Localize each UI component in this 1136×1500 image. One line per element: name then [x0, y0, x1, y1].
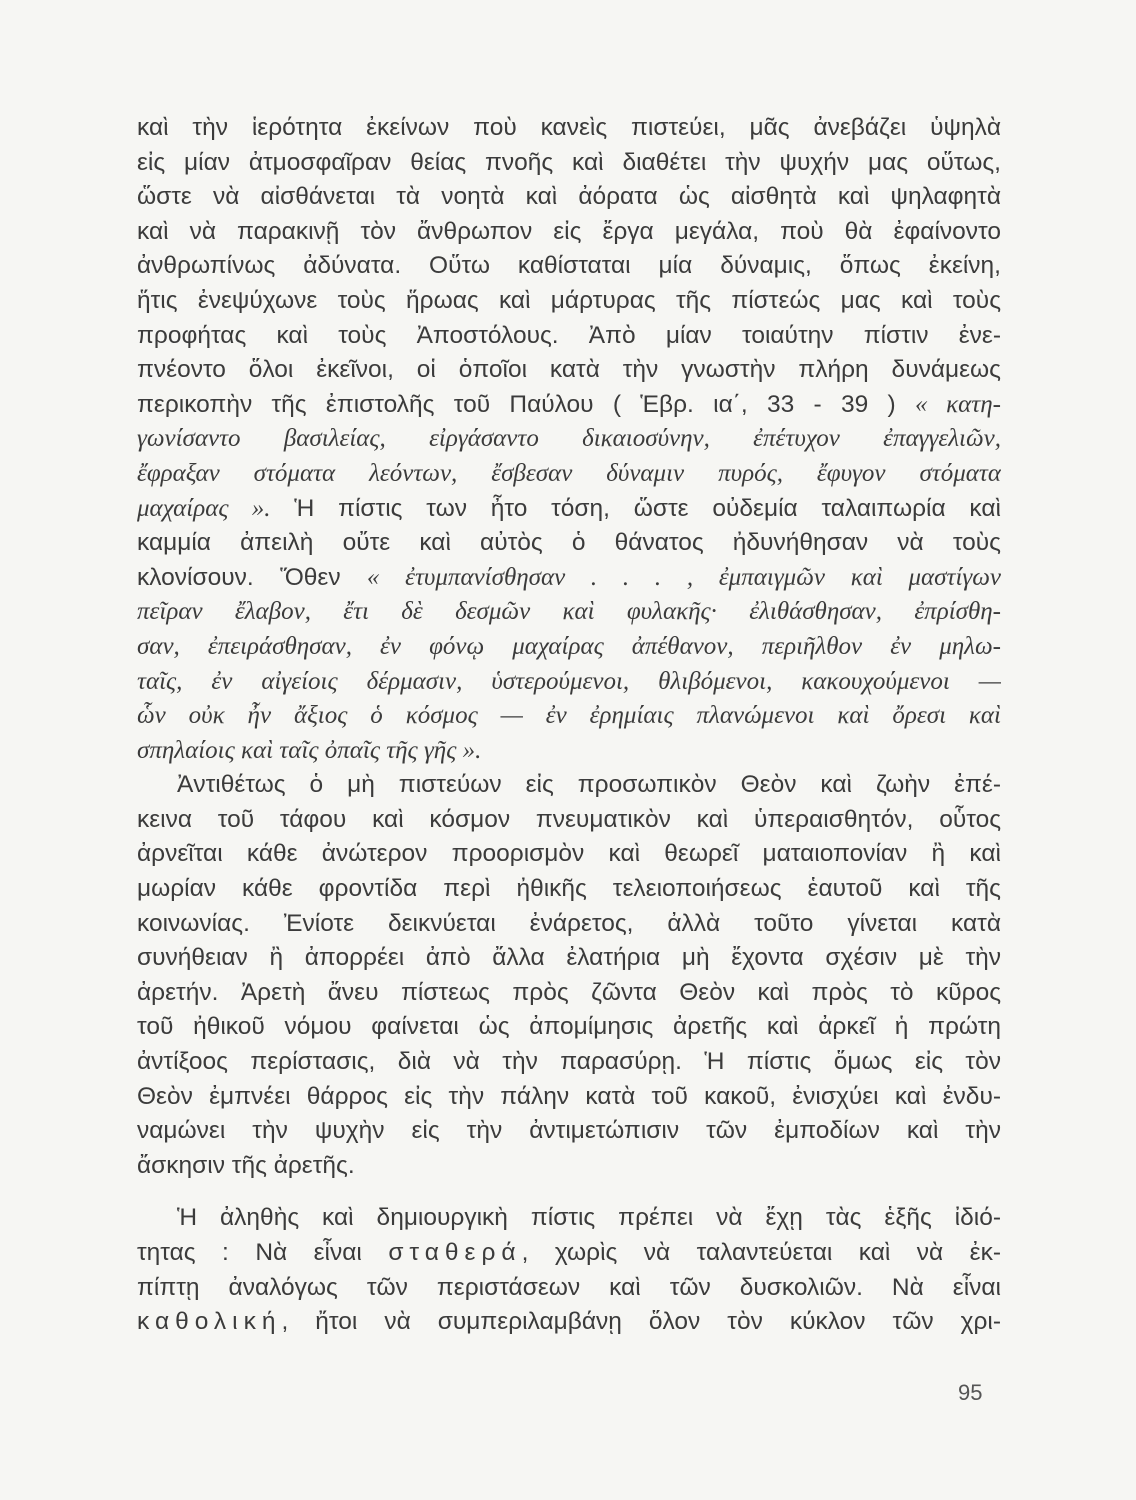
text-line: [137, 734, 1001, 769]
text-segment: ἄσκησιν τῆς ἀρετῆς.: [137, 1151, 355, 1179]
text-segment: Ἡ ἀληθὴς καὶ δημιουργικὴ πίστις πρέπει νὰ ἔχῃ τὰς ἑξῆς ἰδιό-: [177, 1204, 1001, 1232]
text-line: [137, 1080, 1001, 1115]
text-line: [137, 803, 1001, 838]
text-line: [137, 457, 1001, 492]
italic-quote-segment: σαν, ἐπειράσθησαν, ἐν φόνῳ μαχαίρας ἀπέθανον, περιῆλθον ἐν μηλω-: [137, 632, 1001, 660]
text-line: [137, 111, 1001, 146]
page-body-text: [137, 111, 1001, 1340]
text-segment: καὶ νὰ παρακινῇ τὸν ἄνθρωπον εἰς ἔργα μεγάλα, ποὺ θὰ ἐφαίνοντο: [137, 217, 1001, 245]
text-line: [137, 561, 1001, 596]
text-segment: προφήτας καὶ τοὺς Ἀποστόλους. Ἀπὸ μίαν τοιαύτην πίστιν ἐνε-: [137, 321, 1001, 349]
text-segment: κεινα τοῦ τάφου καὶ κόσμον πνευματικὸν καὶ ὑπεραισθητόν, οὗτος: [137, 805, 1001, 833]
text-line: [137, 1236, 1001, 1271]
text-line: [137, 422, 1001, 457]
text-line: [137, 492, 1001, 527]
text-line: [137, 1305, 1001, 1340]
text-line: [137, 630, 1001, 665]
italic-quote-segment: γωνίσαντο βασιλείας, εἰργάσαντο δικαιοσύνην, ἐπέτυχον ἐπαγγελιῶν,: [137, 425, 1001, 453]
text-line: [137, 1045, 1001, 1080]
text-line: [137, 319, 1001, 354]
text-segment: , ἤτοι νὰ συμπεριλαμβάνῃ ὅλον τὸν κύκλον τῶν χρι-: [281, 1308, 1001, 1336]
text-segment: κοινωνίας. Ἐνίοτε δεικνύεται ἐνάρετος, ἀλλὰ τοῦτο γίνεται κατὰ: [137, 909, 1001, 937]
text-segment: Θεὸν ἐμπνέει θάρρος εἰς τὴν πάλην κατὰ τοῦ κακοῦ, ἐνισχύει καὶ ἐνδυ-: [137, 1082, 1001, 1110]
italic-quote-segment: ταῖς, ἐν αἰγείοις δέρμασιν, ὑστερούμενοι, θλιβόμενοι, κακουχούμενοι —: [137, 667, 1001, 695]
spaced-emphasis-segment: σταθερά: [388, 1239, 522, 1266]
italic-quote-segment: ἔφραξαν στόματα λεόντων, ἔσβεσαν δύναμιν πυρός, ἔφυγον στόματα: [137, 459, 1001, 487]
text-line: [137, 665, 1001, 700]
text-segment: ἀρετήν. Ἀρετὴ ἄνευ πίστεως πρὸς ζῶντα Θεὸν καὶ πρὸς τὸ κῦρος: [137, 978, 1001, 1006]
text-segment: μωρίαν κάθε φροντίδα περὶ ἠθικῆς τελειοποιήσεως ἑαυτοῦ καὶ τῆς: [137, 875, 1001, 903]
text-segment: ἀντίξοος περίστασις, διὰ νὰ τὴν παρασύρῃ. Ἡ πίστις ὅμως εἰς τὸν: [137, 1048, 1001, 1076]
text-line: [137, 699, 1001, 734]
text-segment: τητας : Νὰ εἶναι: [137, 1239, 389, 1266]
text-line: [137, 353, 1001, 388]
text-segment: πνέοντο ὅλοι ἐκεῖνοι, οἱ ὁποῖοι κατὰ τὴν γνωστὴν πλήρη δυνάμεως: [137, 356, 1001, 384]
text-segment: εἰς μίαν ἀτμοσφαῖραν θείας πνοῆς καὶ διαθέτει τὴν ψυχήν μας οὕτως,: [137, 148, 1001, 176]
text-line: [137, 907, 1001, 942]
text-line: [137, 1149, 1001, 1184]
text-segment: ὥστε νὰ αἰσθάνεται τὰ νοητὰ καὶ ἀόρατα ὡς αἰσθητὰ καὶ ψηλαφητὰ: [137, 183, 1001, 211]
text-segment: πίπτῃ ἀναλόγως τῶν περιστάσεων καὶ τῶν δυσκολιῶν. Νὰ εἶναι: [137, 1273, 1001, 1301]
text-line: [137, 526, 1001, 561]
text-segment: ἀνθρωπίνως ἀδύνατα. Οὕτω καθίσταται μία δύναμις, ὅπως ἐκείνη,: [137, 252, 1001, 280]
text-line: [137, 215, 1001, 250]
text-line: [137, 1271, 1001, 1306]
text-line: [137, 249, 1001, 284]
text-segment: ἥτις ἐνεψύχωνε τοὺς ἥρωας καὶ μάρτυρας τῆς πίστεώς μας καὶ τοὺς: [137, 286, 1001, 314]
text-line: [137, 284, 1001, 319]
text-segment: κλονίσουν. Ὅθεν: [137, 563, 367, 591]
text-segment: , χωρὶς νὰ ταλαντεύεται καὶ νὰ ἐκ-: [521, 1239, 1001, 1266]
text-segment: Ἡ πίστις των ἦτο τόση, ὥστε οὐδεμία ταλαιπωρία καὶ: [270, 494, 1001, 522]
page-number: 95: [958, 1380, 983, 1405]
text-segment: τοῦ ἠθικοῦ νόμου φαίνεται ὡς ἀπομίμησις ἀρετῆς καὶ ἀρκεῖ ἡ πρώτη: [137, 1013, 1001, 1041]
text-line: [137, 1201, 1001, 1236]
italic-quote-segment: « κατη-: [914, 390, 1001, 418]
text-segment: ἀρνεῖται κάθε ἀνώτερον προορισμὸν καὶ θεωρεῖ ματαιοπονίαν ἢ καὶ: [137, 840, 1001, 868]
text-segment: συνήθειαν ἢ ἀπορρέει ἀπὸ ἄλλα ἐλατήρια μὴ ἔχοντα σχέσιν μὲ τὴν: [137, 944, 1001, 972]
text-line: [137, 872, 1001, 907]
italic-quote-segment: πεῖραν ἔλαβον, ἔτι δὲ δεσμῶν καὶ φυλακῆς· ἐλιθάσθησαν, ἐπρίσθη-: [137, 598, 1001, 626]
text-segment: καὶ τὴν ἱερότητα ἐκείνων ποὺ κανεὶς πιστεύει, μᾶς ἀνεβάζει ὑψηλὰ: [137, 114, 1001, 141]
paragraph-gap: [137, 1183, 1001, 1201]
spaced-emphasis-segment: καθολική: [137, 1308, 282, 1336]
text-line: [137, 837, 1001, 872]
italic-quote-segment: σπηλαίοις καὶ ταῖς ὀπαῖς τῆς γῆς ».: [137, 736, 482, 764]
text-segment: καμμία ἀπειλὴ οὔτε καὶ αὐτὸς ὁ θάνατος ἠδυνήθησαν νὰ τοὺς: [137, 529, 1001, 557]
text-line: [137, 595, 1001, 630]
text-line: [137, 768, 1001, 803]
text-line: [137, 1010, 1001, 1045]
text-line: [137, 941, 1001, 976]
text-line: [137, 146, 1001, 181]
text-line: [137, 180, 1001, 215]
text-line: [137, 976, 1001, 1011]
text-segment: Ἀντιθέτως ὁ μὴ πιστεύων εἰς προσωπικὸν Θεὸν καὶ ζωὴν ἐπέ-: [177, 771, 1001, 799]
italic-quote-segment: μαχαίρας ».: [137, 494, 271, 522]
text-line: [137, 1114, 1001, 1149]
text-segment: ναμώνει τὴν ψυχὴν εἰς τὴν ἀντιμετώπισιν τῶν ἐμποδίων καὶ τὴν: [137, 1117, 1001, 1145]
text-line: [137, 388, 1001, 423]
italic-quote-segment: « ἐτυμπανίσθησαν . . . , ἐμπαιγμῶν καὶ μαστίγων: [366, 563, 1001, 591]
italic-quote-segment: ὧν οὐκ ἦν ἄξιος ὁ κόσμος — ἐν ἐρημίαις πλανώμενοι καὶ ὄρεσι καὶ: [137, 702, 1001, 730]
text-segment: περικοπὴν τῆς ἐπιστολῆς τοῦ Παύλου ( Ἑβρ. ια΄, 33 - 39 ): [137, 390, 915, 418]
